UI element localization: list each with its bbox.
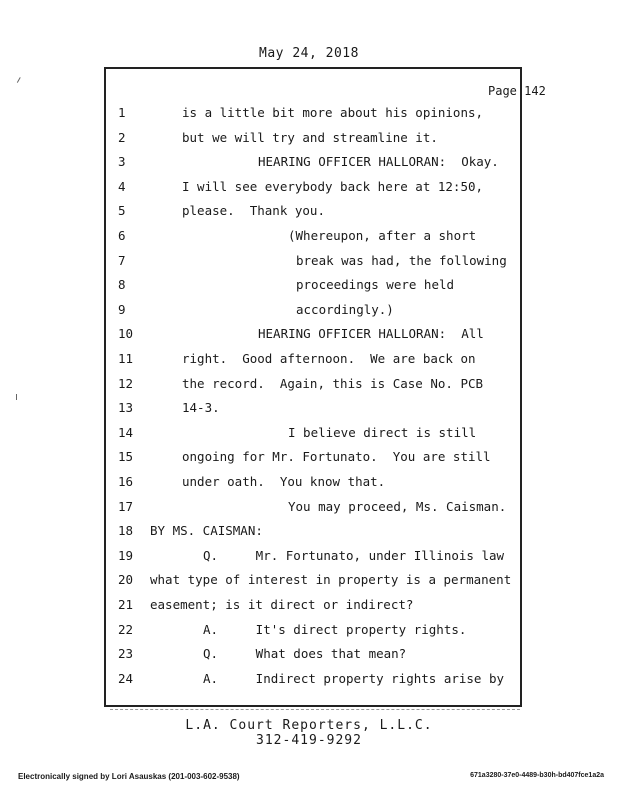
line-number: 1	[118, 105, 126, 120]
line-text: Q. Mr. Fortunato, under Illinois law	[203, 547, 505, 563]
footer-reporter: L.A. Court Reporters, L.L.C.	[185, 718, 433, 733]
line-number: 2	[118, 129, 126, 145]
line-number: 21	[118, 597, 134, 612]
line-number: 7	[118, 252, 126, 268]
line-text: accordingly.)	[296, 301, 394, 317]
line-number: 14	[118, 424, 134, 440]
line-number: 22	[118, 621, 134, 637]
page-bottom-rule	[110, 709, 520, 710]
document-hash: 671a3280-37e0-4489-b30h-bd407fce1a2a	[470, 772, 604, 779]
line-text: (Whereupon, after a short	[288, 228, 477, 243]
line-number: 13	[118, 400, 134, 416]
line-text: under oath. You know that.	[182, 474, 386, 489]
line-number: 8	[118, 277, 126, 293]
line-text: I believe direct is still	[288, 424, 477, 440]
line-text: HEARING OFFICER HALLORAN: All	[258, 326, 484, 342]
line-text: please. Thank you.	[182, 203, 325, 219]
line-text: right. Good afternoon. We are back on	[182, 351, 476, 366]
line-text: ongoing for Mr. Fortunato. You are still	[182, 449, 491, 465]
line-number: 11	[118, 351, 134, 366]
line-text: A. Indirect property rights arise by	[203, 670, 505, 686]
line-number: 17	[118, 498, 134, 514]
page-number: Page 142	[488, 84, 546, 98]
line-text: I will see everybody back here at 12:50,	[182, 178, 484, 194]
line-number: 3	[118, 154, 126, 170]
line-text: what type of interest in property is a permanent	[150, 572, 512, 588]
line-text: the record. Again, this is Case No. PCB	[182, 375, 484, 391]
footer-phone: 312-419-9292	[256, 733, 362, 748]
scan-mark	[16, 394, 21, 400]
line-text: A. It's direct property rights.	[203, 621, 467, 637]
line-text: Q. What does that mean?	[203, 646, 407, 662]
line-number: 23	[118, 646, 134, 662]
line-number: 10	[118, 326, 134, 342]
line-number: 16	[118, 474, 134, 489]
line-text: 14-3.	[182, 400, 220, 416]
line-text: You may proceed, Ms. Caisman.	[288, 498, 507, 514]
line-number: 18	[118, 523, 134, 539]
line-text: proceedings were held	[296, 277, 455, 293]
line-number: 15	[118, 449, 134, 465]
scan-mark	[17, 77, 24, 85]
line-number: 5	[118, 203, 126, 219]
line-number: 4	[118, 178, 126, 194]
line-text: break was had, the following	[296, 252, 507, 268]
e-signature-notice: Electronically signed by Lori Asauskas (201-003-602-9538)	[18, 772, 240, 781]
line-number: 19	[118, 547, 134, 563]
line-text: easement; is it direct or indirect?	[150, 597, 414, 612]
line-text: HEARING OFFICER HALLORAN: Okay.	[258, 154, 499, 170]
line-number: 6	[118, 228, 126, 243]
date-header: May 24, 2018	[259, 46, 359, 61]
line-number: 12	[118, 375, 134, 391]
line-number: 9	[118, 301, 126, 317]
line-text: BY MS. CAISMAN:	[150, 523, 263, 539]
line-text: is a little bit more about his opinions,	[182, 105, 484, 120]
line-text: but we will try and streamline it.	[182, 129, 438, 145]
line-number: 20	[118, 572, 134, 588]
line-number: 24	[118, 670, 134, 686]
